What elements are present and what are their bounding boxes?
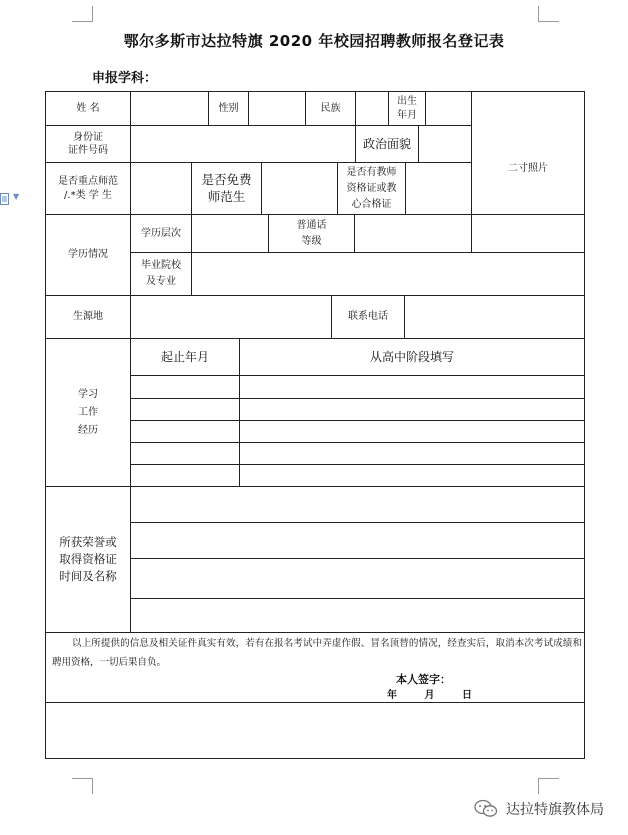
edu-level-label: 学历层次 bbox=[141, 227, 181, 239]
photo-area[interactable]: 二寸照片 bbox=[508, 163, 548, 174]
free-normal-input[interactable] bbox=[262, 163, 337, 214]
footer-account-name: 达拉特旗教体局 bbox=[506, 802, 604, 818]
honors-label: 所获荣誉或 取得资格证 时间及名称 bbox=[59, 535, 117, 583]
birth-input[interactable] bbox=[426, 92, 471, 125]
origin-label: 生源地 bbox=[73, 311, 103, 323]
putonghua-input[interactable] bbox=[355, 215, 471, 252]
teacher-cert-input[interactable] bbox=[406, 163, 471, 214]
name-label: 姓 名 bbox=[76, 102, 100, 114]
political-label: 政治面貌 bbox=[362, 136, 411, 151]
key-normal-input[interactable] bbox=[131, 163, 191, 214]
dropdown-arrow-icon[interactable]: ▼ bbox=[13, 192, 20, 201]
gender-label: 性别 bbox=[218, 102, 239, 114]
key-normal-label: 是否重点师范 /.*类 学 生 bbox=[58, 176, 118, 201]
period-header: 起止年月 bbox=[160, 349, 209, 364]
footer-account bbox=[474, 799, 604, 819]
school-major-label: 毕业院校 及专业 bbox=[141, 260, 181, 287]
wechat-icon bbox=[474, 799, 498, 819]
putonghua-label: 普通话 等级 bbox=[296, 219, 327, 247]
political-input[interactable] bbox=[419, 126, 471, 162]
declaration-text: 以上所提供的信息及相关证件真实有效，若有在报名考试中弄虚作假、冒名顶替的情况，经查实后，取消本次考试成绩和聘用资格，一切后果自负。 bbox=[52, 638, 582, 668]
edu-level-input[interactable] bbox=[192, 215, 268, 252]
signature-label: 本人签字： bbox=[396, 673, 451, 686]
subject-label: 申报学科： bbox=[92, 71, 158, 86]
date-label: 年 月 日 bbox=[387, 690, 472, 701]
form-title: 鄂尔多斯市达拉特旗 2020 年校园招聘教师报名登记表 bbox=[123, 32, 505, 50]
origin-input[interactable] bbox=[131, 296, 331, 338]
phone-label: 联系电话 bbox=[348, 311, 388, 323]
education-info-label: 学历情况 bbox=[68, 249, 108, 261]
id-card-input[interactable] bbox=[131, 126, 355, 162]
ethnicity-input[interactable] bbox=[356, 92, 388, 125]
history-label: 学习 工作 经历 bbox=[78, 388, 98, 436]
free-normal-label: 是否免费 师范生 bbox=[201, 171, 252, 204]
history-header: 从高中阶段填写 bbox=[369, 349, 454, 364]
id-card-label: 身份证 证件号码 bbox=[68, 131, 108, 156]
birth-label: 出生 年月 bbox=[397, 96, 417, 121]
ethnicity-label: 民族 bbox=[320, 102, 341, 114]
teacher-cert-label: 是否有教师 资格证或教 心合格证 bbox=[346, 166, 397, 210]
name-input[interactable] bbox=[131, 92, 208, 125]
school-major-input[interactable] bbox=[192, 253, 584, 295]
gender-input[interactable] bbox=[249, 92, 305, 125]
phone-input[interactable] bbox=[405, 296, 584, 338]
